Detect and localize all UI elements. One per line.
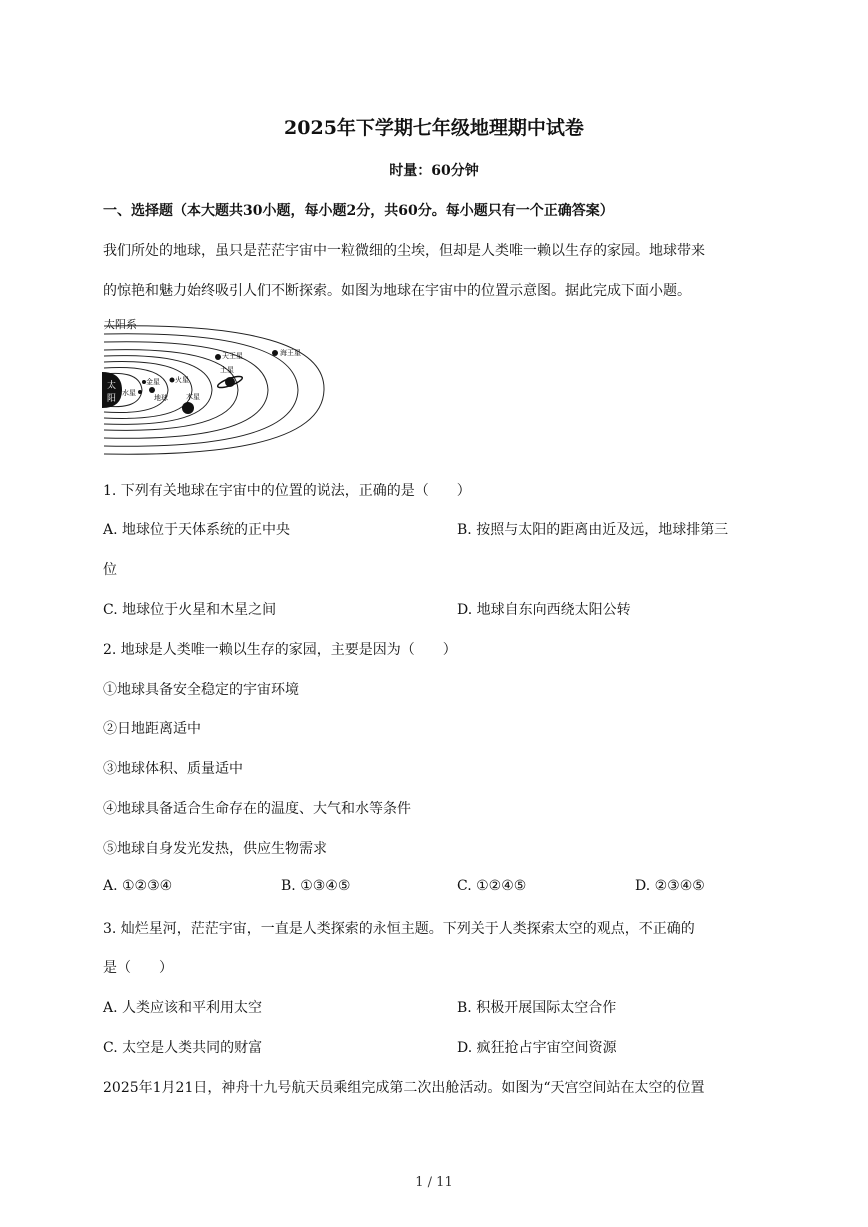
sun-label-2: 阳 [107, 394, 117, 404]
page-number: 1 / 11 [415, 1175, 453, 1190]
q3-stem-line-1: 3. 灿烂星河，茫茫宇宙，一直是人类探索的永恒主题。下列关于人类探索太空的观点，不正确的 [103, 921, 695, 937]
mars-dot [170, 378, 175, 383]
jupiter-dot [182, 402, 194, 414]
jupiter-label: 木星 [186, 393, 200, 401]
q2-statement-1: ①地球具备安全稳定的宇宙环境 [103, 682, 299, 698]
page-title: 2025年下学期七年级地理期中试卷 [284, 117, 584, 139]
neptune-dot [272, 350, 278, 356]
intro-line-1: 我们所处的地球，虽只是茫茫宇宙中一粒微细的尘埃，但却是人类唯一赖以生存的家园。地球带来 [103, 243, 705, 259]
q2-option-d: D. ②③④⑤ [635, 878, 705, 894]
q2-option-a: A. ①②③④ [103, 878, 173, 894]
q1-option-b-cont: 位 [103, 562, 117, 578]
next-passage-line: 2025年1月21日，神舟十九号航天员乘组完成第二次出舱活动。如图为“天宫空间站在太空的位置 [103, 1080, 705, 1096]
q2-statement-5: ⑤地球自身发光发热，供应生物需求 [103, 841, 327, 857]
q1-option-b: B. 按照与太阳的距离由近及远，地球排第三 [457, 522, 729, 538]
q1-option-d: D. 地球自东向西绕太阳公转 [457, 602, 631, 618]
figure-title: 太阳系 [104, 318, 137, 331]
earth-label: 地球 [154, 394, 168, 402]
earth-dot [149, 387, 155, 393]
q1-stem: 1. 下列有关地球在宇宙中的位置的说法，正确的是（ ） [103, 483, 471, 499]
mars-label: 火星 [175, 376, 189, 384]
sun-label-1: 太 [107, 381, 117, 391]
mercury-label: 水星 [122, 389, 136, 397]
q2-option-b: B. ①③④⑤ [281, 878, 351, 894]
q2-statement-3: ③地球体积、质量适中 [103, 761, 243, 777]
q3-option-a: A. 人类应该和平利用太空 [103, 1000, 263, 1016]
saturn-label: 土星 [220, 366, 234, 374]
q1-option-a: A. 地球位于天体系统的正中央 [103, 522, 291, 538]
q2-statement-4: ④地球具备适合生命存在的温度、大气和水等条件 [103, 801, 411, 817]
orbit-neptune [104, 326, 324, 454]
q2-option-c: C. ①②④⑤ [457, 878, 527, 894]
solar-system-figure [100, 312, 330, 462]
q2-stem: 2. 地球是人类唯一赖以生存的家园，主要是因为（ ） [103, 642, 457, 658]
q1-option-c: C. 地球位于火星和木星之间 [103, 602, 277, 618]
uranus-label: 天王星 [222, 352, 243, 360]
intro-line-2: 的惊艳和魅力始终吸引人们不断探索。如图为地球在宇宙中的位置示意图。据此完成下面小题。 [103, 283, 691, 299]
neptune-label: 海王星 [280, 349, 301, 357]
venus-label: 金星 [146, 378, 160, 386]
q2-statement-2: ②日地距离适中 [103, 721, 201, 737]
section-heading: 一、选择题（本大题共30小题，每小题2分，共60分。每小题只有一个正确答案） [103, 203, 614, 219]
q3-option-d: D. 疯狂抢占宇宙空间资源 [457, 1040, 617, 1056]
uranus-dot [215, 354, 221, 360]
q3-option-c: C. 太空是人类共同的财富 [103, 1040, 263, 1056]
mercury-dot [138, 390, 142, 394]
q3-option-b: B. 积极开展国际太空合作 [457, 1000, 617, 1016]
q3-stem-line-2: 是（ ） [103, 960, 173, 976]
exam-duration: 时量：60分钟 [389, 163, 479, 179]
